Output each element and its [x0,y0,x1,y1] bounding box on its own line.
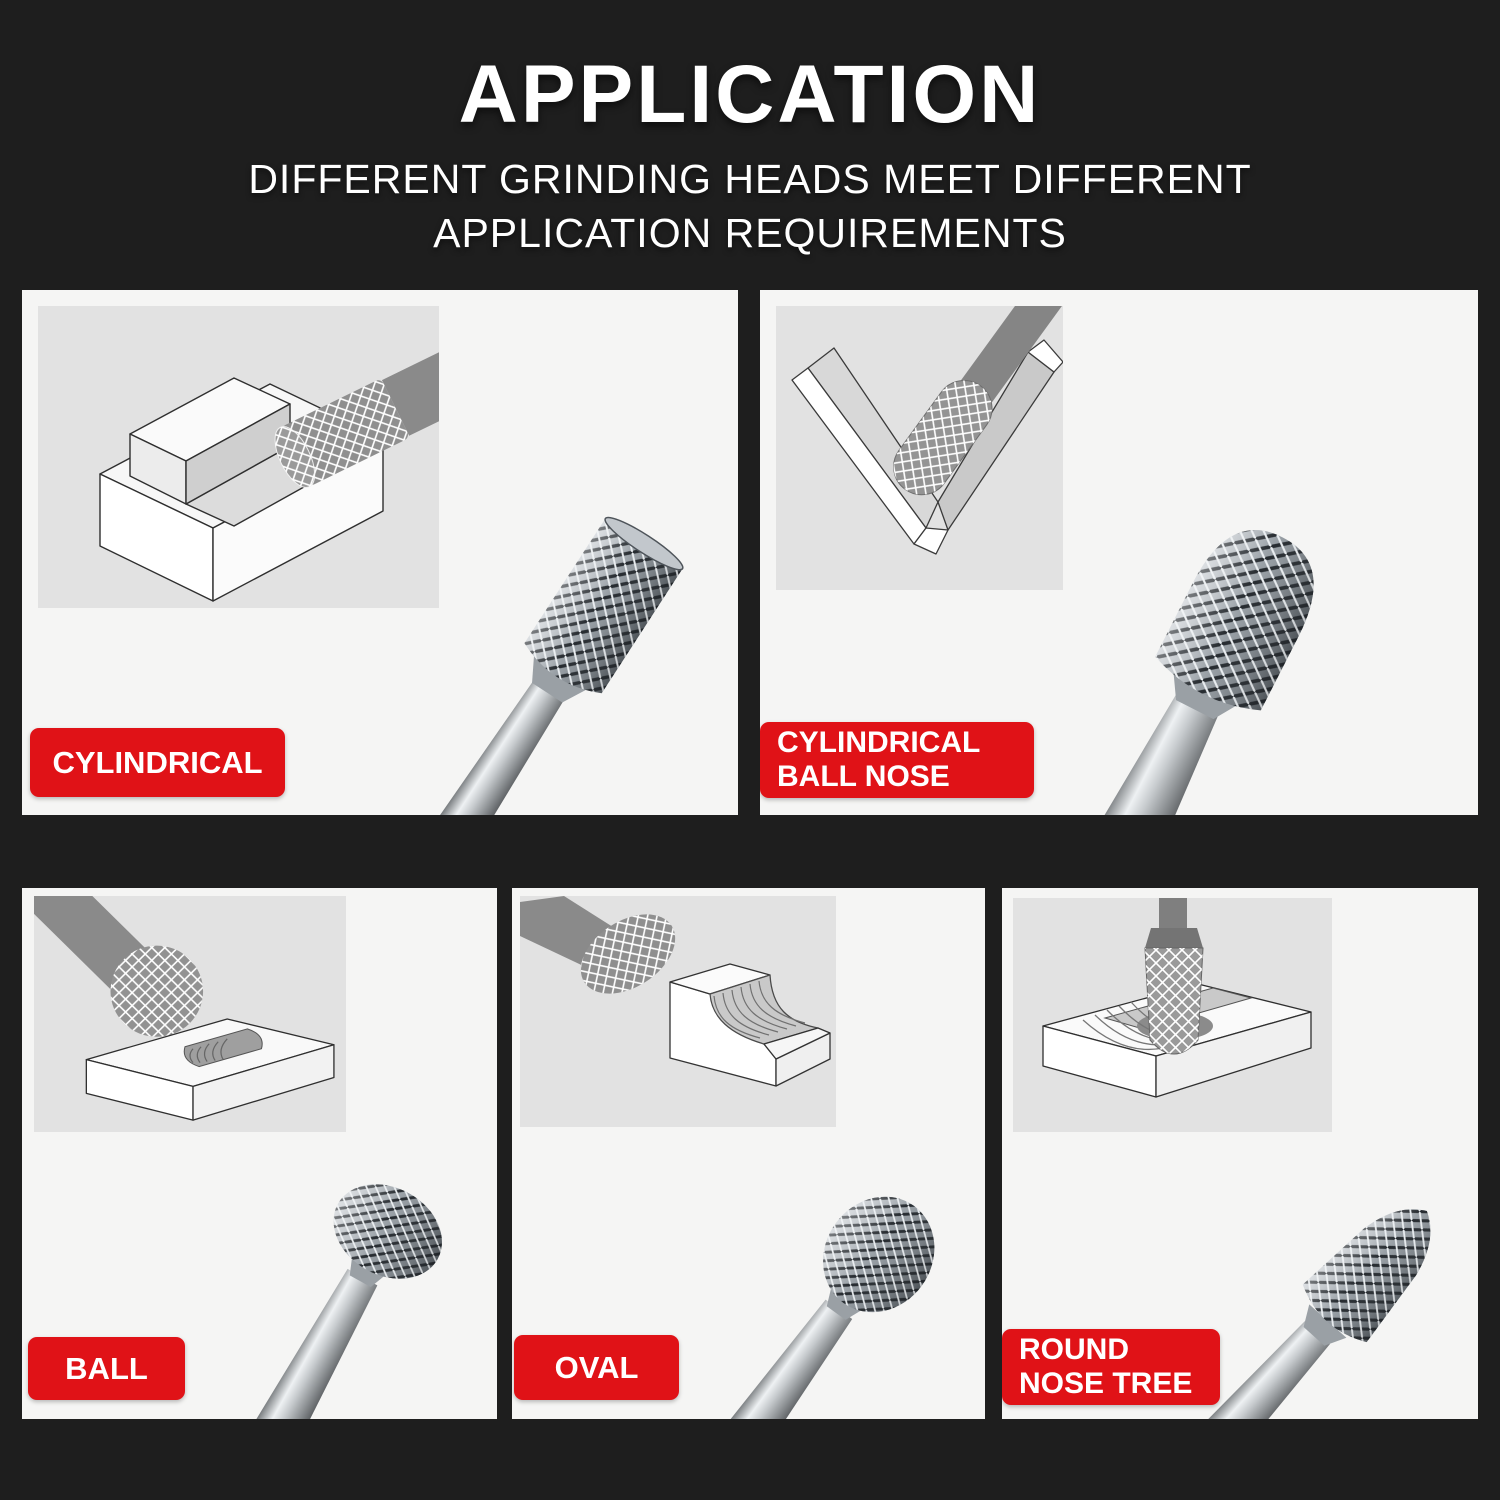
panel-oval [512,888,985,1419]
label-text-line-1: CYLINDRICAL [777,726,981,760]
illustration-oval-step-icon [520,896,836,1127]
burr-photo-oval [676,1139,985,1419]
label-text-line-1: ROUND [1019,1333,1129,1367]
illustration-cylindrical-slot-icon [38,306,439,608]
burr-photo-cylindrical-ball-nose [1028,459,1384,815]
subtitle-line-1: DIFFERENT GRINDING HEADS MEET DIFFERENT [248,156,1252,202]
header [0,0,1500,260]
page-subtitle [0,152,1500,260]
illustration-ball-groove-icon [34,896,346,1132]
label-text: BALL [65,1350,148,1386]
panel-ball [22,888,497,1419]
label-cylindrical [30,728,285,797]
label-oval [514,1335,679,1400]
label-ball [28,1337,185,1400]
label-text: CYLINDRICAL [52,744,263,780]
label-text: OVAL [554,1349,639,1385]
label-cylindrical-ball-nose [760,722,1034,798]
illustration-v-groove-icon [776,306,1063,590]
subtitle-line-2: APPLICATION REQUIREMENTS [433,210,1067,257]
panel-cylindrical-ball-nose [760,290,1478,815]
illustration-tree-channel-icon [1013,898,1332,1132]
label-text-line-2: NOSE TREE [1019,1367,1193,1400]
panel-cylindrical [22,290,738,815]
label-round-nose-tree [1002,1329,1220,1405]
burr-photo-ball [199,1128,490,1419]
label-text-line-2: BALL NOSE [777,760,950,793]
panel-round-nose-tree [1002,888,1478,1419]
page-title: APPLICATION [458,49,1042,140]
